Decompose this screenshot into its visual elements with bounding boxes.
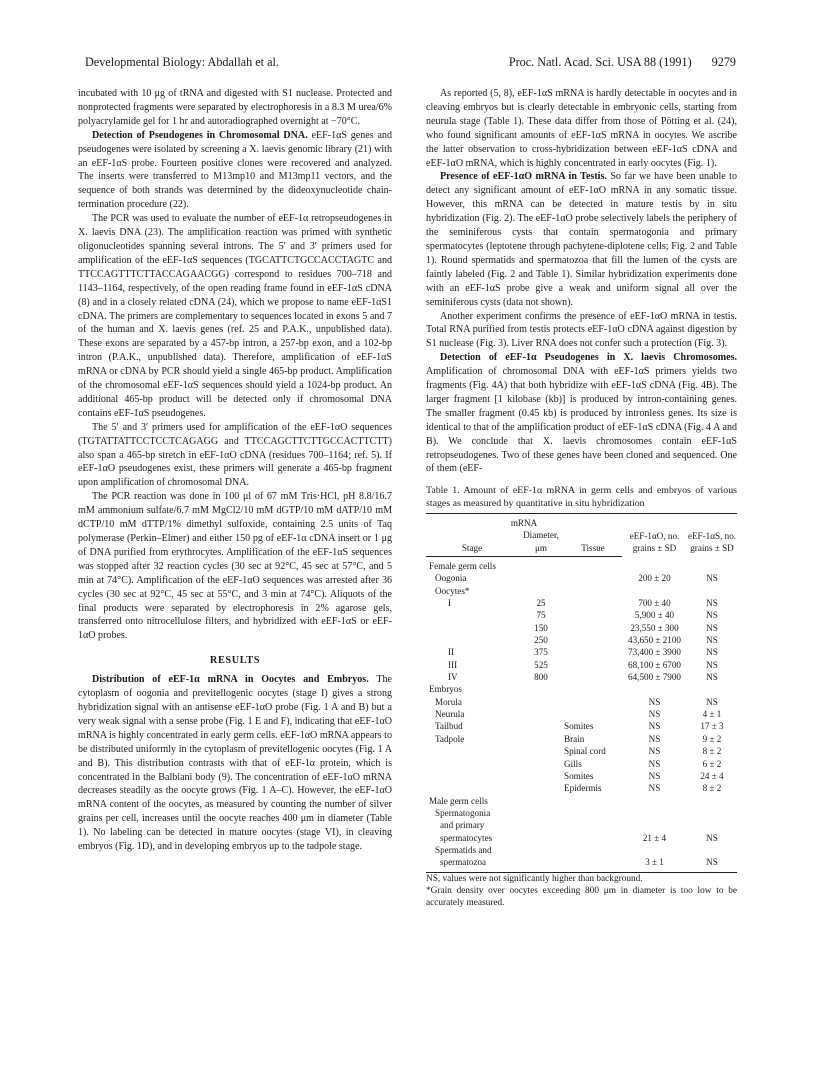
cell-eef-s [687,795,737,807]
cell-diameter: 375 [534,647,548,658]
cell-tissue [564,819,622,831]
cell-diameter [518,585,564,597]
header-eef-s-label: eEF-1αS, no. grains ± SD [687,530,737,554]
table-row [426,646,737,658]
cell-stage: Oocytes* [435,585,470,596]
cell-stage: IV [448,672,458,683]
header-mrna-label: mRNA [510,517,538,528]
cell-tissue: Spinal cord [564,746,606,757]
cell-tissue [564,671,622,683]
paragraph [426,170,737,309]
cell-tissue [564,609,622,621]
cell-stage: Embryos [429,684,462,695]
paragraph: The PCR reaction was done in 100 μl of 67 mM Tris·HCl, pH 8.8/16.7 mM ammonium sulfate/6.7 mM MgCl2/10 mM dGTP/10 mM dATP/10 mM dCTP/10 mM dTTP/1% dimethyl sulfoxide, containing 2.5 units of Taq polymerase (Perkin–Elmer) and either 150 pg of eEF-1α cDNA insert or 1 μg of DNA purified from erythrocytes. Amplification of the eEF-1αS sequences was stopped after 32 reaction cycles (30 sec at 92°C, 45 sec at 57°C, and 5 min at 74°C). Amplification of the eEF-1αO sequences was arrested after 36 cycles (30 sec at 92°C, 45 sec at 55°C, and 3 min at 74°C). Aliquots of the final products were separated by electrophoresis in 2% agarose gels, transferred onto nitrocellulose filters, and hybridized with eEF-1αS or eEF-1αO probes. [78,491,392,642]
cell-eef-s: NS [706,598,718,609]
cell-eef-o [622,819,687,831]
cell-stage: Female germ cells [429,561,496,571]
cell-diameter [518,720,564,732]
cell-eef-s: NS [706,672,718,683]
cell-eef-s: 8 ± 2 [702,746,722,757]
cell-eef-o: NS [648,709,661,720]
table-row [426,557,737,573]
run-in-heading: Detection of Pseudogenes in Chromosomal DNA. [92,129,308,141]
cell-stage: III [448,659,458,670]
paragraph [78,673,392,854]
cell-tissue [564,795,622,807]
table-row [426,819,737,831]
cell-eef-s: NS [706,696,718,707]
cell-stage: Neurula [435,709,465,720]
cell-diameter [518,856,564,872]
cell-eef-s: NS [706,647,718,658]
cell-tissue [564,659,622,671]
cell-eef-o: NS [648,746,661,757]
table-row [426,770,737,782]
cell-eef-o [622,807,687,819]
cell-stage: I [448,598,452,609]
cell-diameter [518,572,564,584]
table-row [426,807,737,819]
table-row [426,745,737,757]
cell-eef-s [687,819,737,831]
citation-text: Proc. Natl. Acad. Sci. USA 88 (1991) [508,55,692,69]
paragraph: The 5′ and 3′ primers used for amplification of the eEF-1αO sequences (TGTATTATTCCTCCTCAGAGG and TTCCAGCTTCTTGCCACTTCTT) also span a 465-bp stretch in eEF-1αO cDNA (residues 700–1164; ref. 5). If eEF-1αO pseudogenes exist, these primers will generate a 465-bp fragment upon amplification of chromosomal DNA. [78,421,392,489]
cell-diameter: 75 [536,610,546,621]
cell-diameter [518,795,564,807]
paragraph: Another experiment confirms the presence of eEF-1αO mRNA in testis. Total RNA purified from testis protects eEF-1αO cDNA against digestion by S1 nuclease (Fig. 3). Liver RNA does not confer such a protection (Fig. 3). [426,310,737,350]
table-row [426,856,737,872]
cell-eef-s [687,585,737,597]
cell-stage [426,622,518,634]
cell-eef-s: NS [706,832,718,843]
cell-eef-s [687,844,737,856]
cell-eef-o: 68,100 ± 6700 [628,659,681,670]
cell-eef-o: 43,650 ± 2100 [628,635,681,646]
running-header [85,55,736,71]
cell-diameter [518,819,564,831]
cell-diameter [518,807,564,819]
table-footnote: *Grain density over oocytes exceeding 800 μm in diameter is too low to be accurately measured. [426,886,737,908]
page-number: 9279 [711,55,736,69]
paragraph: The PCR was used to evaluate the number of eEF-1α retropseudogenes in X. laevis DNA (23). The amplification reaction was primed with synthetic oligonucleotides spanning several introns. The 5′ and 3′ primers used for amplification of the eEF-1αS sequences (TGCATTCTGCCACCTAGTC and TTCCAGTTTCTTACCAGAACGG) correspond to residues 700–718 and 1143–1164, respectively, of the open reading frame found in eEF-1αS cDNA (8) and in a closely related cDNA (24), which we propose to name eEF-1αS1 cDNA. The primers are complementary to sequences located in exons 5 and 7 of the human and X. laevis genes (ref. 25 and P.A.K., unpublished data). These exons are separated by a 457-bp intron, a 257-bp exon, and a 102-bp intron (P.A.K., unpublished data). Therefore, amplification of eEF-1αS mRNA or cDNA by PCR should yield a single 465-bp product. Amplification of the chromosomal eEF-1αS sequences should yield a 1024-bp product. An additional 465-bp product will be detected only if chromosomal DNA contains eEF-1αS pseudogenes. [78,213,392,419]
paragraph [426,351,737,476]
header-eef-o [622,513,687,556]
cell-tissue [564,622,622,634]
cell-eef-o: NS [648,696,661,707]
cell-eef-o [622,585,687,597]
cell-eef-o: 700 ± 40 [638,598,671,609]
cell-stage [426,782,518,794]
cell-diameter [518,770,564,782]
paragraph: incubated with 10 μg of tRNA and digested with S1 nuclease. Protected and nonprotected fragments were separated by electrophoresis in a 8.3 M urea/6% polyacrylamide gel for 1 hr and autoradiographed overnight at −70°C. [78,88,392,127]
cell-eef-s: 6 ± 2 [702,758,722,769]
cell-eef-o [622,795,687,807]
cell-diameter: 150 [534,622,548,633]
cell-stage: Oogonia [435,573,467,584]
run-in-heading: Distribution of eEF-1α mRNA in Oocytes and Embryos. [92,674,369,686]
header-tissue: Tissue [564,529,622,556]
table-row [426,720,737,732]
cell-eef-o: 5,900 ± 40 [634,610,675,621]
journal-citation [509,55,736,70]
paragraph-text: So far we have been unable to detect any significant amount of eEF-1αO mRNA in any somatic tissue. However, this mRNA can be detected in mature testis by in situ hybridization (Fig. 2). The eEF-1αO probe selectively labels the periphery of the seminiferous cysts that contain spermatogonia and primary spermatocytes (leptotene through pachytene-diplotene cells; Fig. 2 and Table 1). Round spermatids and spermatozoa that fill the lumen of the cysts are faintly labeled (Fig. 2 and Table 1). Similar hybridization experiments done with an eEF-1αS probe give a weak and uniform signal all over the seminiferous cysts (data not shown). [426,171,737,308]
header-diameter: Diameter, μm [518,529,564,556]
cell-stage: spermatocytes [440,832,493,843]
cell-tissue [564,832,622,844]
cell-diameter [518,782,564,794]
cell-eef-o: NS [648,758,661,769]
cell-tissue [564,557,622,573]
table-caption: Table 1. Amount of eEF-1α mRNA in germ cells and embryos of various stages as measured by quantitative in situ hybridization [426,485,737,510]
cell-diameter [518,557,564,573]
cell-diameter [518,832,564,844]
header-mrna [426,513,622,529]
cell-eef-o: NS [648,721,661,732]
cell-diameter: 250 [534,635,548,646]
cell-eef-s: NS [706,622,718,633]
cell-tissue [564,646,622,658]
cell-eef-o: NS [648,733,661,744]
paragraph: As reported (5, 8), eEF-1αS mRNA is hardly detectable in oocytes and in cleaving embryos but is clearly detectable in embryonic cells, starting from neurula stage (Table 1). These data differ from those of Pötting et al. (24), who found significant amounts of eEF-1αS mRNA in oocytes. We ascribe the latter observation to cross-hybridization between eEF-1αS cDNA and eEF-1αO mRNA, which is highly concentrated in early oocytes (Fig. 1). [426,88,737,169]
cell-tissue [564,572,622,584]
paragraph-text: Amplification of chromosomal DNA with eEF-1αS primers yields two fragments (Fig. 4A) that both hybridize with eEF-1αS cDNA (Fig. 4B). The larger fragment [1 kilobase (kb)] is produced by intron-containing genes. The smaller fragment (0.45 kb) is produced by intronless genes. Its size is identical to that of the amplification product of eEF-1αS cDNA (Fig. 4 A and B). We conclude that X. laevis chromosomes contain eEF-1αS retropseudogenes. Two of these genes have been cloned and sequenced. One of them (eEF- [426,366,737,475]
cell-stage [426,609,518,621]
header-stage: Stage [426,529,518,556]
cell-diameter [518,733,564,745]
cell-tissue [564,708,622,720]
cell-diameter [518,745,564,757]
cell-eef-o [622,557,687,573]
table-row [426,683,737,695]
cell-eef-s: NS [687,856,737,872]
cell-diameter: 800 [534,672,548,683]
table-row [426,795,737,807]
cell-eef-s: 17 ± 3 [700,721,724,732]
cell-eef-s: NS [706,573,718,584]
cell-eef-o: NS [648,770,661,781]
cell-stage: Morula [435,696,462,707]
cell-eef-s [687,683,737,695]
cell-stage: II [448,647,455,658]
cell-eef-o: 3 ± 1 [622,856,687,872]
table-row [426,634,737,646]
cell-tissue: Epidermis [564,783,602,794]
table-row [426,597,737,609]
cell-eef-o: 200 ± 20 [638,573,671,584]
paragraph [78,129,392,212]
cell-tissue: Gills [564,758,582,769]
cell-eef-s: 8 ± 2 [702,783,722,794]
cell-diameter: 25 [536,598,546,609]
cell-stage: Tailbud [435,721,463,732]
cell-stage: Tadpole [435,733,465,744]
cell-tissue [564,856,622,872]
cell-eef-o: NS [648,783,661,794]
cell-tissue: Brain [564,733,585,744]
cell-tissue: Somites [564,721,594,732]
cell-stage: spermatozoa [426,856,518,872]
cell-eef-o [622,844,687,856]
cell-eef-s: NS [706,635,718,646]
header-eef-s [687,513,737,556]
cell-eef-s: NS [706,610,718,621]
cell-tissue [564,683,622,695]
data-table [426,513,737,873]
section-heading: RESULTS [209,655,261,667]
cell-stage [426,770,518,782]
cell-eef-o: 21 ± 4 [642,832,667,843]
cell-diameter [518,758,564,770]
cell-tissue [564,585,622,597]
right-column [426,87,737,909]
cell-eef-s [687,807,737,819]
cell-stage: and primary [440,820,485,831]
cell-eef-o: 73,400 ± 3900 [628,647,681,658]
run-in-heading: Presence of eEF-1αO mRNA in Testis. [440,171,607,183]
left-column [78,87,392,854]
cell-eef-o: 64,500 ± 7900 [628,672,681,683]
cell-eef-s: 9 ± 2 [702,733,722,744]
table-row [426,696,737,708]
cell-eef-s: NS [706,659,718,670]
table-row [426,758,737,770]
table-row [426,832,737,844]
cell-diameter [518,844,564,856]
cell-stage [426,745,518,757]
table-row [426,844,737,856]
cell-diameter [518,696,564,708]
table-row [426,585,737,597]
cell-tissue: Somites [564,770,594,781]
table-row [426,782,737,794]
cell-stage: Spermatids and [435,844,492,855]
table-footnote: NS, values were not significantly higher than background. [426,873,643,884]
cell-eef-o: 23,550 ± 300 [630,622,679,633]
cell-eef-s: 4 ± 1 [702,709,722,720]
table-row [426,622,737,634]
table-row [426,733,737,745]
run-in-heading: Detection of eEF-1α Pseudogenes in X. laevis Chromosomes. [440,352,737,364]
cell-eef-o [622,683,687,695]
cell-tissue [564,844,622,856]
cell-eef-s: 24 ± 4 [700,770,724,781]
table-row [426,659,737,671]
cell-stage: Male germ cells [429,795,488,806]
cell-stage: Spermatogonia [435,807,491,818]
cell-diameter [518,708,564,720]
table-row [426,609,737,621]
cell-eef-s [687,557,737,573]
cell-diameter: 525 [534,659,548,670]
cell-tissue [564,597,622,609]
table-row [426,671,737,683]
cell-tissue [564,807,622,819]
header-eef-o-label: eEF-1αO, no. grains ± SD [629,530,680,554]
table-row [426,572,737,584]
cell-stage [426,758,518,770]
paragraph-text: eEF-1αS genes and pseudogenes were isolated by screening a X. laevis genomic library (21) with an eEF-1αS probe. Fourteen positive clones were recovered and analyzed. The inserts were transferred to M13mp10 and M13mp11 vectors, and the sequence of both strands was determined by the dideoxynucleotide chain-termination procedure (22). [78,129,392,211]
paragraph-text: The cytoplasm of oogonia and previtellogenic oocytes (stage I) gives a strong hybridization signal with an antisense eEF-1αO probe (Fig. 1 A and B) but a very weak signal with a sense probe (Fig. 1 E and F), indicating that eEF-1αO mRNA is highly concentrated in early germ cells. eEF-1αO mRNA appears to be distributed uniformly in the cytoplasm of previtellogenic oocytes (Fig. 1 A and B). This distribution contrasts with that of eEF-1α protein, which is concentrated in the Balbiani body (9). The concentration of eEF-1αO mRNA decreases steadily as the oocyte grows (Fig. 1 A–C). However, the eEF-1αO mRNA content of the oocytes, as measured by counting the number of silver grains per cell, increases until the oocyte reaches 400 μm in diameter (Table 1). No labeling can be detected in mature oocytes (stage VI), in cleaving embryos (Fig. 1D), and in developing embryos up to the tadpole stage. [78,674,393,853]
cell-tissue [564,634,622,646]
cell-diameter [518,683,564,695]
table-row [426,708,737,720]
cell-stage [426,634,518,646]
cell-tissue [564,696,622,708]
journal-section: Developmental Biology: Abdallah et al. [85,55,279,69]
